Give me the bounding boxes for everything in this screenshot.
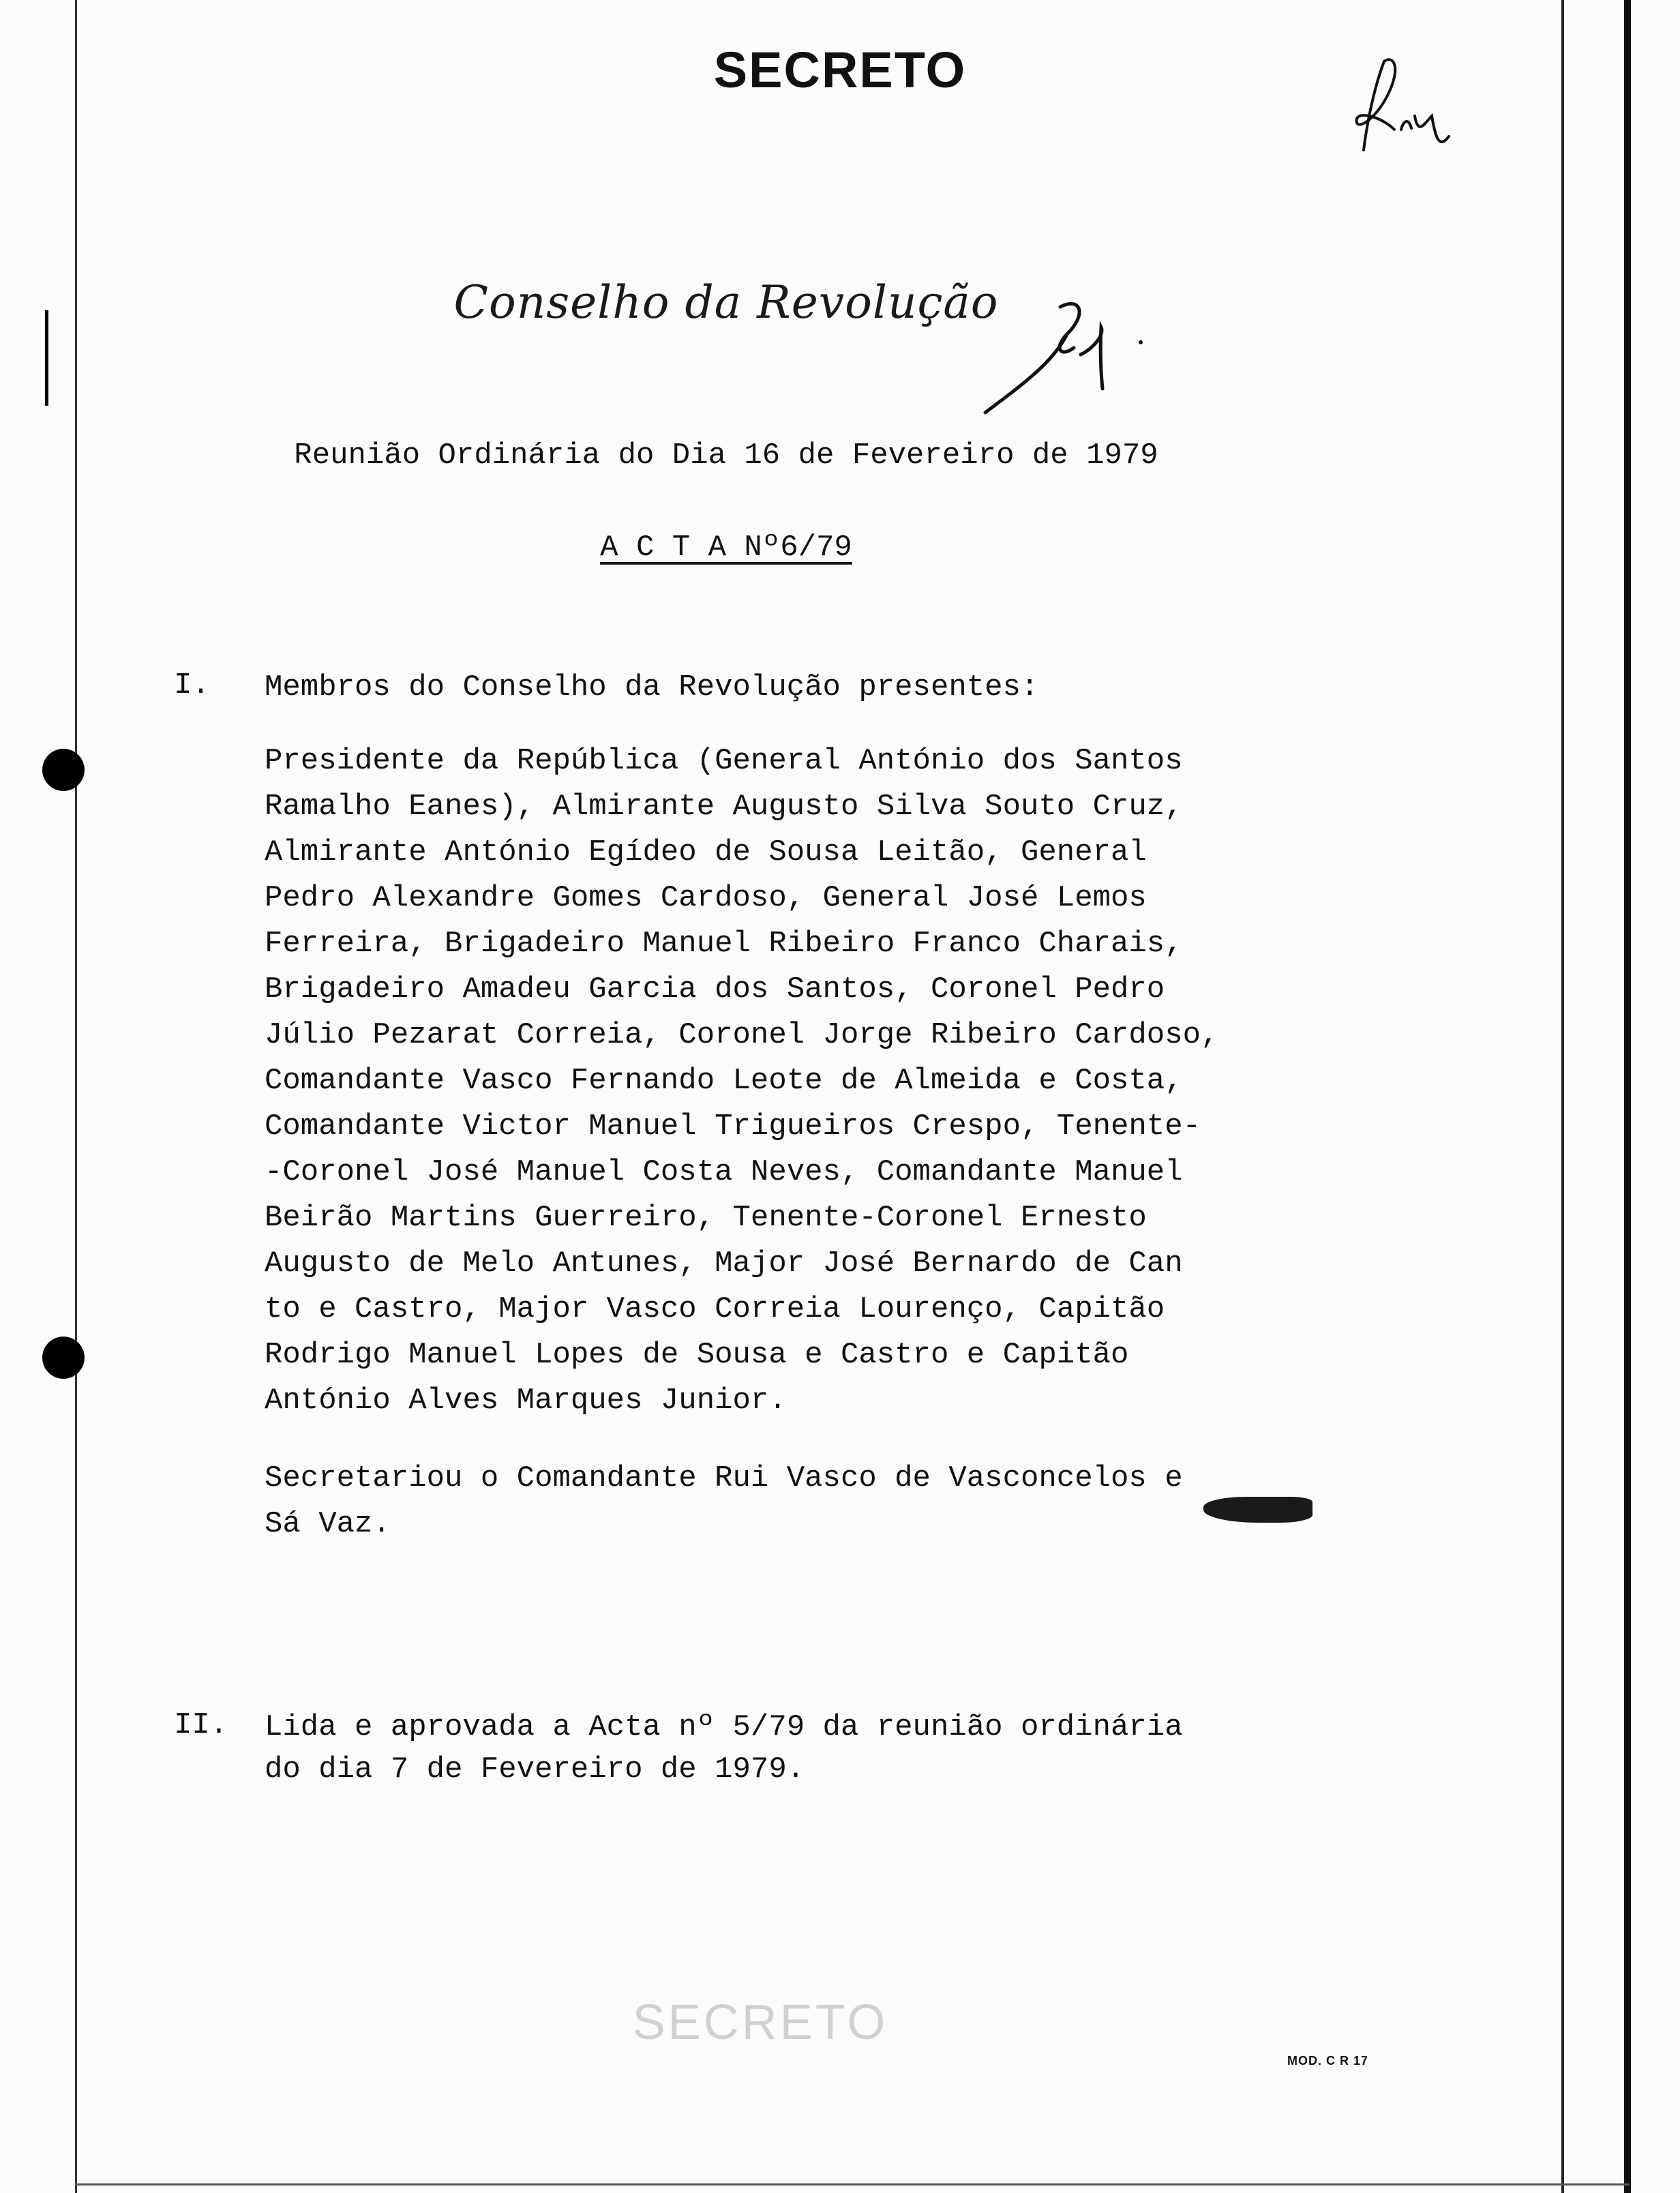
members-line: Rodrigo Manuel Lopes de Sousa e Castro e Capitão bbox=[265, 1338, 1129, 1372]
punch-hole bbox=[42, 1337, 85, 1379]
right-scan-edge bbox=[1561, 0, 1564, 2193]
members-line: -Coronel José Manuel Costa Neves, Comandante Manuel bbox=[265, 1155, 1183, 1189]
section-1-number: I. bbox=[174, 668, 210, 702]
section-2-number: II. bbox=[174, 1708, 228, 1742]
members-line: Augusto de Melo Antunes, Major José Bernardo de Can bbox=[265, 1247, 1183, 1281]
secretary-line: Sá Vaz. bbox=[265, 1507, 391, 1541]
ink-blot bbox=[1203, 1497, 1312, 1523]
classification-header: SECRETO bbox=[713, 42, 967, 98]
members-line: to e Castro, Major Vasco Correia Lourenço, Capitão bbox=[265, 1292, 1165, 1326]
minutes-number-text: A C T A Nº6/79 bbox=[600, 531, 852, 565]
secretary-line: Secretariou o Comandante Rui Vasco de Vasconcelos e bbox=[265, 1461, 1183, 1495]
bottom-scan-edge bbox=[75, 2183, 1630, 2185]
approval-line: Lida e aprovada a Acta nº 5/79 da reunião ordinária bbox=[265, 1710, 1183, 1744]
section-1-title: Membros do Conselho da Revolução presentes: bbox=[265, 670, 1039, 704]
members-line: Almirante António Egídeo de Sousa Leitão, General bbox=[265, 835, 1147, 869]
minutes-number bbox=[0, 531, 1452, 565]
form-code: MOD. C R 17 bbox=[1287, 2054, 1369, 2068]
signature-mark bbox=[978, 293, 1156, 423]
members-line: Presidente da República (General António dos Santos bbox=[265, 744, 1183, 778]
members-line: Beirão Martins Guerreiro, Tenente-Coronel Ernesto bbox=[265, 1201, 1147, 1235]
members-line: Ferreira, Brigadeiro Manuel Ribeiro Franco Charais, bbox=[265, 927, 1183, 961]
members-line: Brigadeiro Amadeu Garcia dos Santos, Coronel Pedro bbox=[265, 972, 1165, 1006]
institution-title: Conselho da Revolução bbox=[453, 276, 999, 329]
approval-line: do dia 7 de Fevereiro de 1979. bbox=[265, 1752, 805, 1787]
left-margin-rule bbox=[75, 0, 77, 2193]
members-line: Pedro Alexandre Gomes Cardoso, General José Lemos bbox=[265, 881, 1147, 915]
classification-footer: SECRETO bbox=[632, 1995, 888, 2050]
members-line: Comandante Victor Manuel Trigueiros Crespo, Tenente- bbox=[265, 1109, 1201, 1144]
members-line: Júlio Pezarat Correia, Coronel Jorge Ribeiro Cardoso, bbox=[265, 1018, 1219, 1052]
signature-initials bbox=[1353, 48, 1456, 164]
meeting-title: Reunião Ordinária do Dia 16 de Fevereiro de 1979 bbox=[294, 438, 1158, 473]
members-line: Comandante Vasco Fernando Leote de Almeida e Costa, bbox=[265, 1064, 1183, 1098]
members-line: Ramalho Eanes), Almirante Augusto Silva Souto Cruz, bbox=[265, 790, 1183, 824]
punch-hole bbox=[42, 749, 85, 791]
right-scan-border bbox=[1624, 0, 1631, 2193]
members-line: António Alves Marques Junior. bbox=[265, 1384, 787, 1418]
